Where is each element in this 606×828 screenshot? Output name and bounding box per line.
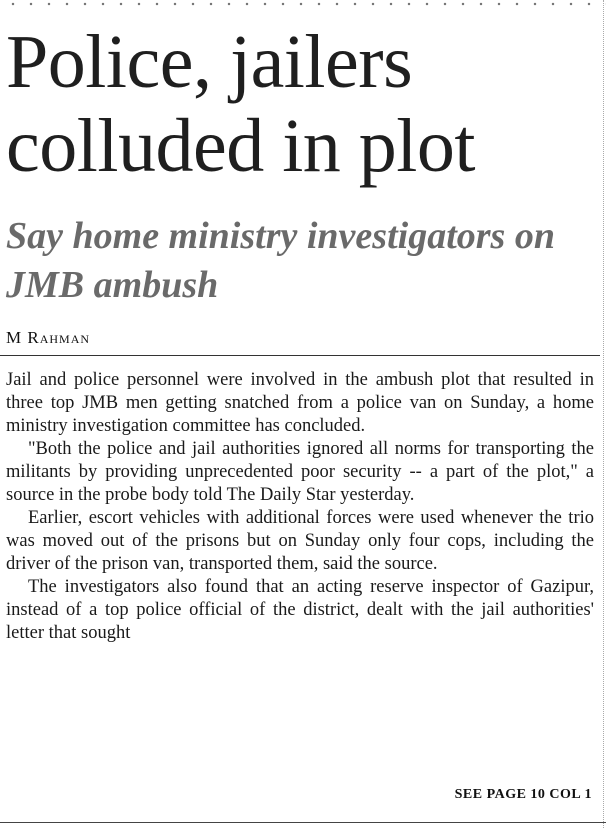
paragraph-4: The investigators also found that an acting reserve inspector of Gazipur, instead of a top police official of the district, dealt with the jail authorities' letter that sought xyxy=(6,577,594,643)
top-dotted-rule xyxy=(0,0,606,8)
article-body xyxy=(6,369,594,645)
byline: M Rahman xyxy=(6,328,91,347)
byline-divider xyxy=(0,355,600,356)
paragraph-3: Earlier, escort vehicles with additional forces were used whenever the trio was moved out of the prisons but on Sunday only four cops, including the driver of the prison van, transported them, said the source. xyxy=(6,508,594,574)
paragraph-1: Jail and police personnel were involved in the ambush plot that resulted in three top JMB men getting snatched from a police van on Sunday, a home ministry investigation committee has concluded. xyxy=(6,370,594,436)
paragraph-2: "Both the police and jail authorities ignored all norms for transporting the militants by providing unprecedented poor security -- a part of the plot," a source in the probe body told The Daily Star yesterday. xyxy=(6,439,594,505)
subheadline: Say home ministry investigators on JMB ambush xyxy=(6,215,555,306)
bottom-divider xyxy=(0,822,606,823)
headline: Police, jailers colluded in plot xyxy=(6,20,476,188)
continuation-jump-line[interactable]: SEE PAGE 10 COL 1 xyxy=(454,787,592,802)
column-edge-rule xyxy=(601,0,604,828)
